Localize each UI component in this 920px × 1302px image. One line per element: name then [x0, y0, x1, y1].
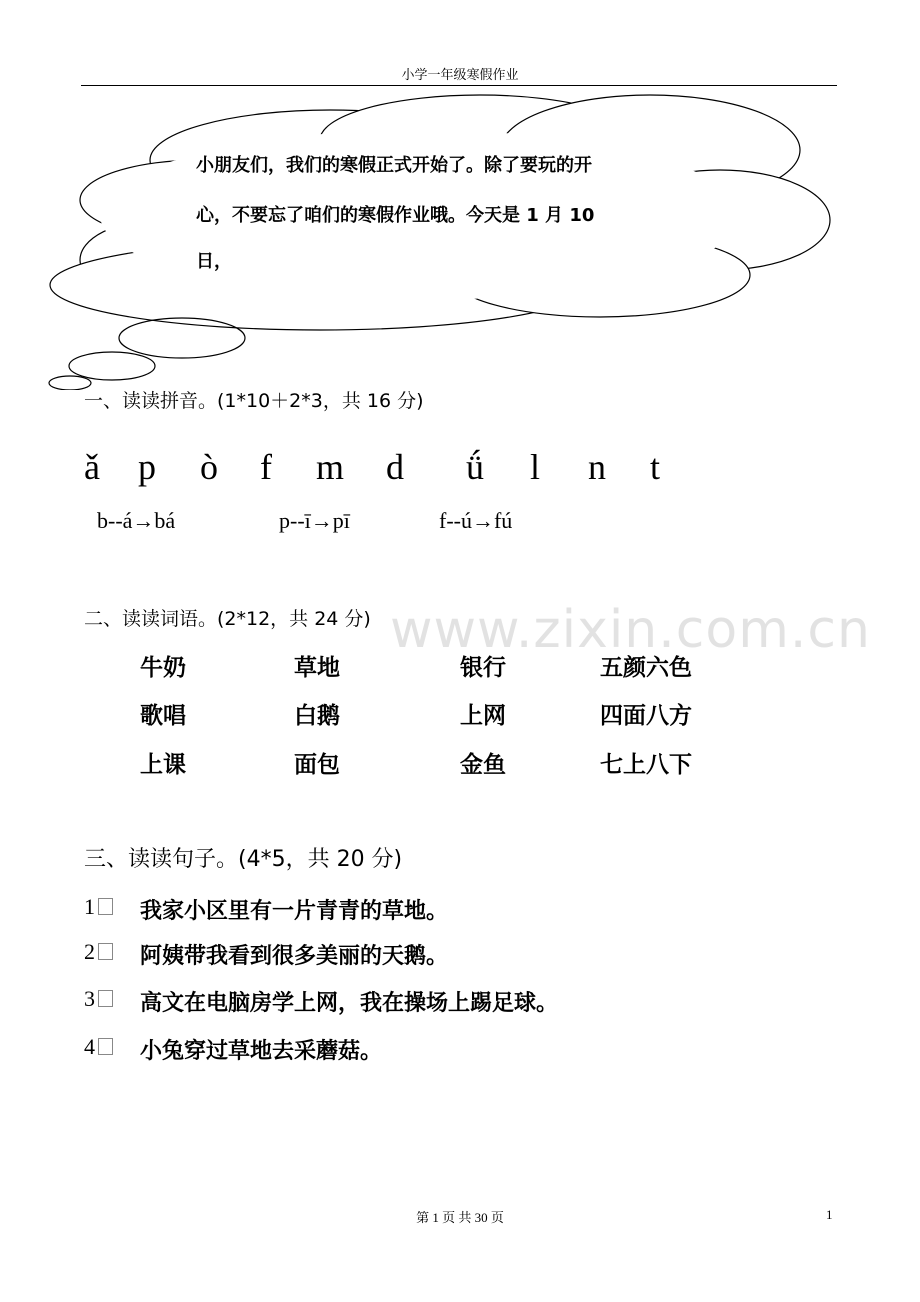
- pinyin-letter: d: [386, 447, 404, 487]
- pinyin-letter: ǎ: [84, 447, 100, 487]
- pinyin-letter: t: [650, 447, 661, 487]
- section1-heading: 一、读读拼音。(1*10＋2*3，共 16 分): [84, 390, 424, 412]
- answer-box: [98, 943, 113, 960]
- header-title: 小学一年级寒假作业: [401, 67, 519, 82]
- page-footer: 第 1 页 共 30 页: [416, 1210, 504, 1225]
- pinyin-letter: n: [588, 447, 606, 487]
- pinyin-letter: p: [138, 447, 156, 487]
- word-item: 上课: [140, 752, 186, 778]
- spelling-example: f--ú→fú: [439, 508, 513, 533]
- word-item: 五颜六色: [600, 655, 692, 681]
- sentence-text: 小兔穿过草地去采蘑菇。: [140, 1039, 383, 1064]
- spelling-example: p--ī→pī: [279, 508, 350, 533]
- bubble-text-line-2: 心，不要忘了咱们的寒假作业哦。今天是 1 月 10: [196, 205, 595, 226]
- sentence-text: 我家小区里有一片青青的草地。: [140, 899, 449, 924]
- sentence-text: 阿姨带我看到很多美丽的天鹅。: [140, 944, 449, 969]
- sentence-number: 2: [84, 939, 113, 965]
- pinyin-letter: f: [260, 447, 272, 487]
- bubble-text-line-3: 日，: [196, 251, 232, 272]
- word-item: 金鱼: [460, 752, 506, 778]
- word-item: 歌唱: [140, 703, 186, 729]
- word-item: 草地: [294, 655, 340, 681]
- sentence-number: 1: [84, 894, 113, 920]
- answer-box: [98, 990, 113, 1007]
- section3-heading: 三、读读句子。(4*5，共 20 分): [84, 847, 403, 872]
- answer-box: [98, 898, 113, 915]
- answer-box: [98, 1038, 113, 1055]
- header-rule: [81, 85, 837, 86]
- word-item: 四面八方: [600, 703, 692, 729]
- word-item: 七上八下: [600, 752, 692, 778]
- pinyin-letter: l: [530, 447, 541, 487]
- sentence-number: 3: [84, 986, 113, 1012]
- sentence-text: 高文在电脑房学上网，我在操场上踢足球。: [140, 991, 559, 1016]
- pinyin-letter: ò: [200, 447, 218, 487]
- sentence-number: 4: [84, 1034, 113, 1060]
- word-item: 白鹅: [294, 703, 340, 729]
- section2-heading: 二、读读词语。(2*12，共 24 分): [84, 608, 371, 630]
- page-number: 1: [826, 1207, 833, 1222]
- word-item: 面包: [294, 752, 340, 778]
- bubble-text-line-1: 小朋友们，我们的寒假正式开始了。除了要玩的开: [196, 155, 592, 176]
- pinyin-letter: m: [316, 447, 345, 487]
- watermark: www.zixin.com.cn: [390, 600, 871, 660]
- word-item: 上网: [460, 703, 506, 729]
- word-item: 牛奶: [140, 655, 186, 681]
- pinyin-letter: ǘ: [466, 447, 484, 487]
- spelling-example: b--á→bá: [97, 508, 176, 533]
- word-item: 银行: [460, 655, 506, 681]
- thought-cloud: [0, 90, 920, 390]
